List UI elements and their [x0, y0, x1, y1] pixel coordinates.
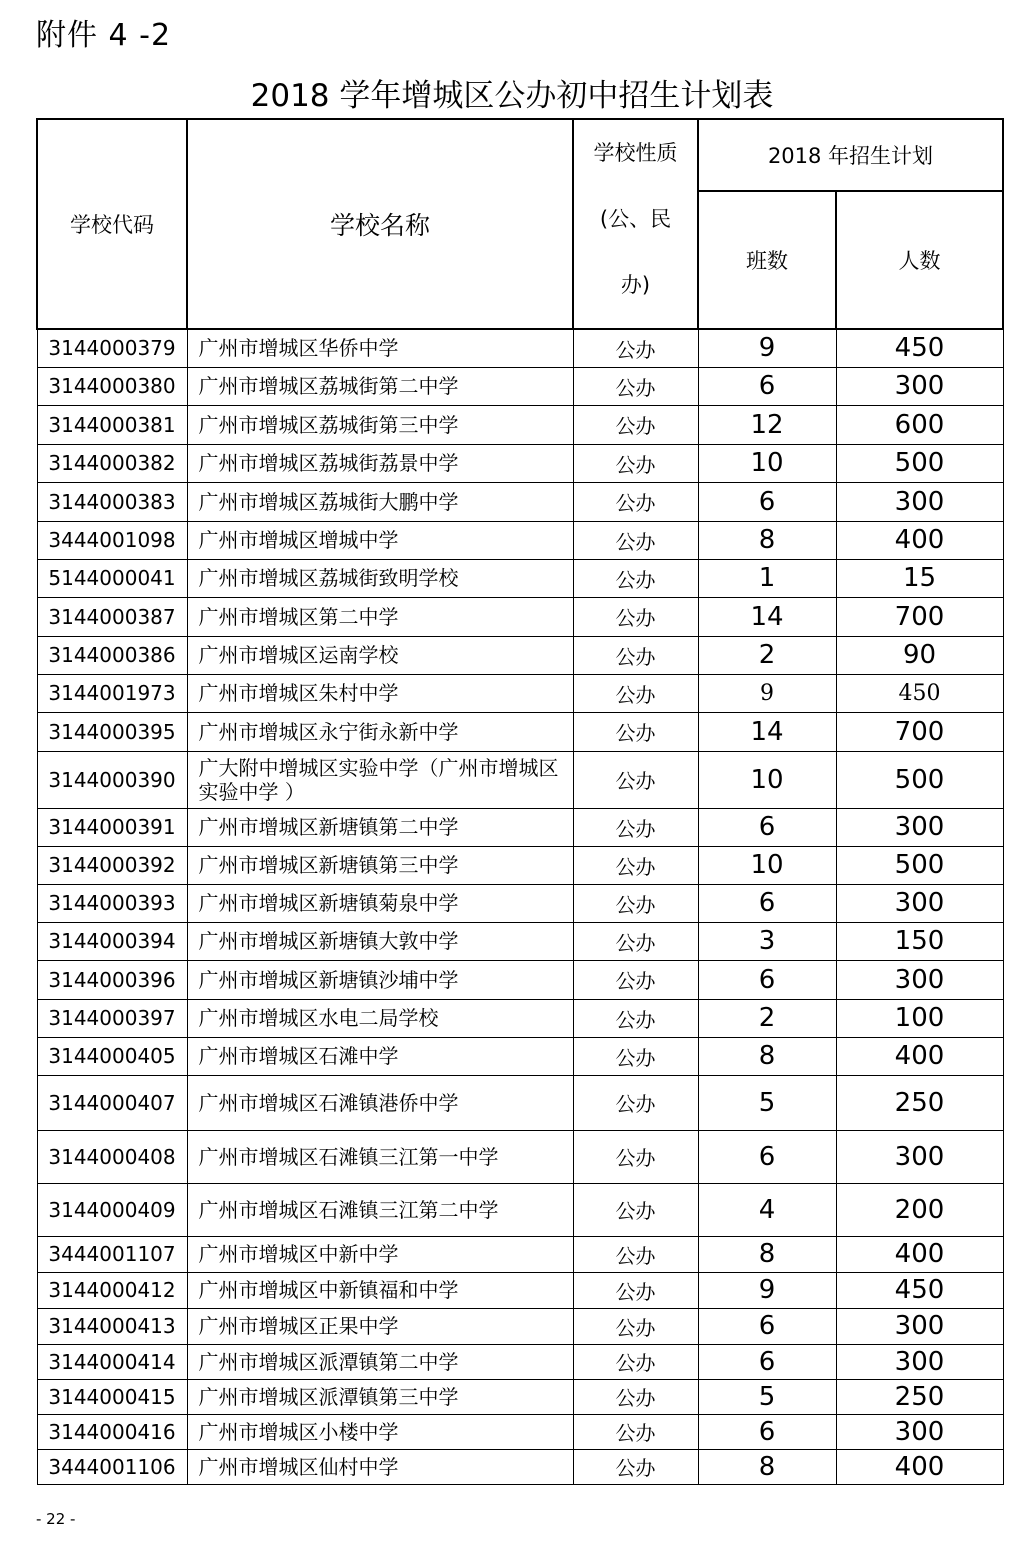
header-students: 人数 [836, 191, 1003, 329]
school-code-cell: 3144001973 [37, 674, 187, 712]
header-school-code: 学校代码 [37, 119, 187, 329]
class-count-cell: 5 [698, 1379, 836, 1414]
student-count-cell: 300 [836, 960, 1003, 999]
school-code-cell: 3444001106 [37, 1449, 187, 1484]
school-type-cell: 公办 [573, 751, 698, 808]
student-count-cell: 250 [836, 1075, 1003, 1130]
header-classes: 班数 [698, 191, 836, 329]
table-row [37, 521, 1003, 559]
class-count-cell: 5 [698, 1075, 836, 1130]
table-row [37, 444, 1003, 482]
school-code-cell: 3144000393 [37, 884, 187, 922]
school-name-cell: 广州市增城区中新镇福和中学 [187, 1272, 573, 1308]
school-type-cell: 公办 [573, 1449, 698, 1484]
table-row [37, 636, 1003, 674]
school-code-cell: 3144000395 [37, 712, 187, 751]
school-type-cell: 公办 [573, 1414, 698, 1449]
student-count-cell: 500 [836, 846, 1003, 884]
school-type-cell: 公办 [573, 1379, 698, 1414]
class-count-cell: 10 [698, 751, 836, 808]
school-code-cell: 3144000379 [37, 329, 187, 367]
school-name-cell: 广州市增城区运南学校 [187, 636, 573, 674]
school-code-cell: 3144000414 [37, 1344, 187, 1379]
class-count-cell: 10 [698, 444, 836, 482]
student-count-cell: 500 [836, 751, 1003, 808]
header-plan: 2018 年招生计划 [698, 119, 1003, 191]
table-row [37, 329, 1003, 367]
school-name-cell: 广州市增城区石滩镇港侨中学 [187, 1075, 573, 1130]
school-type-cell: 公办 [573, 367, 698, 405]
table-row [37, 1037, 1003, 1075]
header-school-name: 学校名称 [187, 119, 573, 329]
student-count-cell: 500 [836, 444, 1003, 482]
table-row [37, 405, 1003, 444]
school-code-cell: 3144000386 [37, 636, 187, 674]
table-row [37, 1414, 1003, 1449]
student-count-cell: 300 [836, 367, 1003, 405]
school-type-cell: 公办 [573, 808, 698, 846]
school-name-cell: 广州市增城区石滩镇三江第二中学 [187, 1183, 573, 1236]
student-count-cell: 700 [836, 597, 1003, 636]
school-name-cell: 广州市增城区仙村中学 [187, 1449, 573, 1484]
school-name-cell: 广州市增城区正果中学 [187, 1308, 573, 1344]
header-nature-line3: 办) [620, 273, 651, 297]
student-count-cell: 300 [836, 1414, 1003, 1449]
school-code-cell: 3144000407 [37, 1075, 187, 1130]
school-code-cell: 3144000394 [37, 922, 187, 960]
class-count-cell: 10 [698, 846, 836, 884]
school-code-cell: 3144000412 [37, 1272, 187, 1308]
school-code-cell: 3144000416 [37, 1414, 187, 1449]
school-name-cell: 广州市增城区新塘镇沙埔中学 [187, 960, 573, 999]
school-code-cell: 3144000390 [37, 751, 187, 808]
student-count-cell: 300 [836, 808, 1003, 846]
school-name-cell: 广州市增城区派潭镇第二中学 [187, 1344, 573, 1379]
school-type-cell: 公办 [573, 1037, 698, 1075]
student-count-cell: 450 [836, 329, 1003, 367]
page-number: - 22 - [36, 1510, 76, 1528]
school-name-cell: 广州市增城区荔城街荔景中学 [187, 444, 573, 482]
school-type-cell: 公办 [573, 329, 698, 367]
attachment-label: 附件 4 -2 [36, 18, 172, 53]
student-count-cell: 400 [836, 1236, 1003, 1272]
student-count-cell: 450 [836, 674, 1003, 712]
school-type-cell: 公办 [573, 521, 698, 559]
school-type-cell: 公办 [573, 960, 698, 999]
school-code-cell: 3144000409 [37, 1183, 187, 1236]
class-count-cell: 4 [698, 1183, 836, 1236]
school-code-cell: 3144000396 [37, 960, 187, 999]
school-name-cell: 广州市增城区朱村中学 [187, 674, 573, 712]
class-count-cell: 8 [698, 1449, 836, 1484]
table-row [37, 1449, 1003, 1484]
class-count-cell: 6 [698, 1130, 836, 1183]
school-type-cell: 公办 [573, 1183, 698, 1236]
class-count-cell: 9 [698, 1272, 836, 1308]
class-count-cell: 8 [698, 1236, 836, 1272]
class-count-cell: 6 [698, 482, 836, 521]
student-count-cell: 450 [836, 1272, 1003, 1308]
class-count-cell: 3 [698, 922, 836, 960]
header-nature-line2: (公、民 [599, 207, 672, 231]
school-name-cell: 广州市增城区荔城街第二中学 [187, 367, 573, 405]
student-count-cell: 400 [836, 521, 1003, 559]
page-title: 2018 学年增城区公办初中招生计划表 [250, 78, 774, 114]
student-count-cell: 15 [836, 559, 1003, 597]
school-name-cell: 广州市增城区荔城街致明学校 [187, 559, 573, 597]
school-type-cell: 公办 [573, 1130, 698, 1183]
table-row [37, 674, 1003, 712]
table-row [37, 999, 1003, 1037]
school-code-cell: 3144000415 [37, 1379, 187, 1414]
school-code-cell: 3444001107 [37, 1236, 187, 1272]
class-count-cell: 2 [698, 999, 836, 1037]
school-code-cell: 3144000382 [37, 444, 187, 482]
school-name-cell: 广州市增城区第二中学 [187, 597, 573, 636]
table-row [37, 1344, 1003, 1379]
class-count-cell: 14 [698, 712, 836, 751]
school-name-cell: 广州市增城区水电二局学校 [187, 999, 573, 1037]
school-code-cell: 3144000383 [37, 482, 187, 521]
student-count-cell: 700 [836, 712, 1003, 751]
student-count-cell: 200 [836, 1183, 1003, 1236]
student-count-cell: 300 [836, 1130, 1003, 1183]
class-count-cell: 12 [698, 405, 836, 444]
class-count-cell: 9 [698, 329, 836, 367]
table-row [37, 960, 1003, 999]
school-type-cell: 公办 [573, 1236, 698, 1272]
school-type-cell: 公办 [573, 922, 698, 960]
school-name-cell: 广州市增城区新塘镇第二中学 [187, 808, 573, 846]
student-count-cell: 600 [836, 405, 1003, 444]
school-type-cell: 公办 [573, 597, 698, 636]
student-count-cell: 150 [836, 922, 1003, 960]
school-type-cell: 公办 [573, 1308, 698, 1344]
school-type-cell: 公办 [573, 846, 698, 884]
table-row [37, 1183, 1003, 1236]
school-type-cell: 公办 [573, 1075, 698, 1130]
table-row [37, 808, 1003, 846]
class-count-cell: 6 [698, 1308, 836, 1344]
school-name-cell: 广州市增城区中新中学 [187, 1236, 573, 1272]
header-school-nature [573, 119, 698, 329]
school-code-cell: 3444001098 [37, 521, 187, 559]
school-type-cell: 公办 [573, 482, 698, 521]
school-type-cell: 公办 [573, 712, 698, 751]
class-count-cell: 9 [698, 674, 836, 712]
class-count-cell: 2 [698, 636, 836, 674]
table-row [37, 846, 1003, 884]
table-row [37, 751, 1003, 808]
class-count-cell: 6 [698, 367, 836, 405]
school-code-cell: 3144000381 [37, 405, 187, 444]
student-count-cell: 250 [836, 1379, 1003, 1414]
school-type-cell: 公办 [573, 999, 698, 1037]
table-row [37, 1272, 1003, 1308]
table-row [37, 559, 1003, 597]
school-code-cell: 3144000397 [37, 999, 187, 1037]
table-row [37, 922, 1003, 960]
student-count-cell: 400 [836, 1449, 1003, 1484]
school-code-cell: 5144000041 [37, 559, 187, 597]
class-count-cell: 6 [698, 1414, 836, 1449]
enrollment-plan-table [36, 118, 1004, 1485]
school-type-cell: 公办 [573, 1344, 698, 1379]
school-code-cell: 3144000387 [37, 597, 187, 636]
student-count-cell: 300 [836, 482, 1003, 521]
table-row [37, 1308, 1003, 1344]
table-row [37, 1075, 1003, 1130]
school-name-cell: 广州市增城区荔城街大鹏中学 [187, 482, 573, 521]
school-name-cell: 广大附中增城区实验中学（广州市增城区实验中学 ） [187, 751, 573, 808]
student-count-cell: 100 [836, 999, 1003, 1037]
school-name-cell: 广州市增城区新塘镇菊泉中学 [187, 884, 573, 922]
student-count-cell: 400 [836, 1037, 1003, 1075]
student-count-cell: 300 [836, 884, 1003, 922]
table-row [37, 712, 1003, 751]
table-row [37, 1236, 1003, 1272]
school-type-cell: 公办 [573, 636, 698, 674]
student-count-cell: 90 [836, 636, 1003, 674]
school-type-cell: 公办 [573, 559, 698, 597]
class-count-cell: 6 [698, 884, 836, 922]
school-type-cell: 公办 [573, 1272, 698, 1308]
table-row [37, 367, 1003, 405]
class-count-cell: 8 [698, 521, 836, 559]
school-code-cell: 3144000380 [37, 367, 187, 405]
school-type-cell: 公办 [573, 405, 698, 444]
table-row [37, 884, 1003, 922]
table-row [37, 1379, 1003, 1414]
class-count-cell: 1 [698, 559, 836, 597]
school-code-cell: 3144000392 [37, 846, 187, 884]
class-count-cell: 8 [698, 1037, 836, 1075]
class-count-cell: 6 [698, 1344, 836, 1379]
school-name-cell: 广州市增城区永宁街永新中学 [187, 712, 573, 751]
school-code-cell: 3144000391 [37, 808, 187, 846]
school-name-cell: 广州市增城区新塘镇大敦中学 [187, 922, 573, 960]
school-type-cell: 公办 [573, 674, 698, 712]
school-name-cell: 广州市增城区新塘镇第三中学 [187, 846, 573, 884]
school-name-cell: 广州市增城区石滩中学 [187, 1037, 573, 1075]
student-count-cell: 300 [836, 1344, 1003, 1379]
class-count-cell: 6 [698, 960, 836, 999]
school-code-cell: 3144000413 [37, 1308, 187, 1344]
header-nature-line1: 学校性质 [593, 141, 678, 165]
school-name-cell: 广州市增城区增城中学 [187, 521, 573, 559]
school-name-cell: 广州市增城区石滩镇三江第一中学 [187, 1130, 573, 1183]
class-count-cell: 6 [698, 808, 836, 846]
table-row [37, 482, 1003, 521]
table-row [37, 597, 1003, 636]
school-type-cell: 公办 [573, 884, 698, 922]
school-name-cell: 广州市增城区小楼中学 [187, 1414, 573, 1449]
student-count-cell: 300 [836, 1308, 1003, 1344]
school-name-cell: 广州市增城区荔城街第三中学 [187, 405, 573, 444]
school-name-cell: 广州市增城区派潭镇第三中学 [187, 1379, 573, 1414]
class-count-cell: 14 [698, 597, 836, 636]
school-code-cell: 3144000405 [37, 1037, 187, 1075]
school-code-cell: 3144000408 [37, 1130, 187, 1183]
school-type-cell: 公办 [573, 444, 698, 482]
school-name-cell: 广州市增城区华侨中学 [187, 329, 573, 367]
table-row [37, 1130, 1003, 1183]
